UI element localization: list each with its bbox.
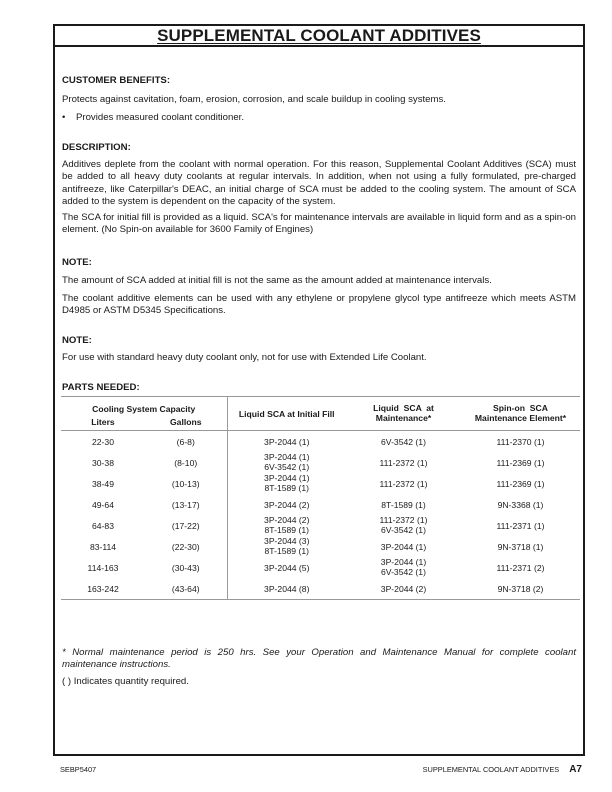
initial-fill-cell bbox=[227, 557, 346, 578]
maintenance-liquid-cell bbox=[346, 494, 461, 515]
maintenance-liquid-cell bbox=[346, 557, 461, 578]
initial-fill-header: Liquid SCA at Initial Fill bbox=[227, 397, 346, 431]
gallons-cell bbox=[145, 473, 227, 494]
maintenance-liquid-cell-value: 111-2372 (1) bbox=[379, 478, 428, 489]
gallons-cell-value: (17-22) bbox=[171, 520, 200, 531]
gallons-cell bbox=[145, 515, 227, 536]
liters-cell-value: 83-114 bbox=[89, 541, 117, 552]
footer-right bbox=[423, 765, 582, 775]
table-row bbox=[61, 515, 580, 536]
liters-cell bbox=[61, 452, 145, 473]
gallons-cell-value: (6-8) bbox=[176, 436, 195, 447]
table-row bbox=[61, 494, 580, 515]
liters-cell bbox=[61, 431, 145, 453]
description-heading: DESCRIPTION: bbox=[62, 142, 131, 153]
note-paragraph-2: The coolant additive elements can be used with any ethylene or propylene glycol type antifreeze which meets ASTM D4985 or ASTM D5345 Specifications. bbox=[62, 293, 576, 317]
description-paragraph-2: The SCA for initial fill is provided as a liquid. SCA's for maintenance intervals are available in liquid form and as a spin-on element. (No Spin-on available for 3600 Family of Engines) bbox=[62, 212, 576, 236]
page-frame bbox=[53, 24, 585, 756]
maintenance-liquid-cell-value: 6V-3542 (1) bbox=[381, 566, 426, 577]
liters-cell-value: 49-64 bbox=[92, 499, 114, 510]
benefit-bullet-item bbox=[62, 112, 244, 124]
initial-fill-cell bbox=[227, 452, 346, 473]
table-row bbox=[61, 536, 580, 557]
spin-on-header-line1: Spin-on SCA bbox=[493, 403, 548, 413]
spin-on-cell bbox=[461, 536, 580, 557]
spin-on-header bbox=[461, 397, 580, 431]
gallons-cell-value: (22-30) bbox=[171, 541, 200, 552]
table-row bbox=[61, 578, 580, 600]
note2-paragraph: For use with standard heavy duty coolant only, not for use with Extended Life Coolant. bbox=[62, 352, 427, 363]
spin-on-cell bbox=[461, 473, 580, 494]
initial-fill-cell bbox=[227, 473, 346, 494]
liters-cell-value: 22-30 bbox=[92, 436, 114, 447]
gallons-cell-value: (43-64) bbox=[171, 583, 200, 594]
gallons-header: Gallons bbox=[169, 417, 202, 427]
quantity-note: ( ) Indicates quantity required. bbox=[62, 676, 189, 687]
spin-on-cell-value: 9N-3368 (1) bbox=[497, 499, 544, 510]
maintenance-liquid-cell-value: 3P-2044 (1) bbox=[380, 541, 427, 552]
liters-cell-value: 64-83 bbox=[92, 520, 114, 531]
maintenance-liquid-cell bbox=[346, 452, 461, 473]
spin-on-cell-value: 111-2371 (1) bbox=[496, 520, 545, 531]
title-bar bbox=[55, 26, 583, 47]
liters-cell bbox=[61, 578, 145, 600]
maintenance-liquid-cell-value: 111-2372 (1) bbox=[379, 457, 428, 468]
initial-fill-cell-value: 8T-1589 (1) bbox=[264, 482, 309, 493]
liters-cell-value: 30-38 bbox=[92, 457, 114, 468]
liters-cell bbox=[61, 473, 145, 494]
maintenance-liquid-header-line2: Maintenance* bbox=[375, 412, 432, 423]
footer-section-title: SUPPLEMENTAL COOLANT ADDITIVES bbox=[422, 765, 560, 774]
liters-header: Liters bbox=[91, 417, 115, 427]
initial-fill-cell-value: 8T-1589 (1) bbox=[264, 545, 309, 556]
maintenance-liquid-header bbox=[346, 397, 461, 431]
initial-fill-cell bbox=[227, 578, 346, 600]
spin-on-cell bbox=[461, 578, 580, 600]
liters-cell bbox=[61, 536, 145, 557]
liters-cell-value: 163-242 bbox=[87, 583, 119, 594]
initial-fill-cell bbox=[227, 431, 346, 453]
table-row bbox=[61, 473, 580, 494]
gallons-cell bbox=[145, 452, 227, 473]
spin-on-cell bbox=[461, 494, 580, 515]
parts-table bbox=[61, 396, 580, 600]
maintenance-liquid-cell bbox=[346, 578, 461, 600]
spin-on-cell bbox=[461, 557, 580, 578]
initial-fill-cell-value: 3P-2044 (2) bbox=[264, 515, 310, 525]
maintenance-liquid-header-line1: Liquid SCA at bbox=[373, 403, 434, 413]
liters-cell-value: 114-163 bbox=[87, 562, 119, 573]
initial-fill-cell-value: 3P-2044 (5) bbox=[264, 562, 310, 573]
liters-cell-value: 38-49 bbox=[92, 478, 114, 489]
customer-benefits-heading: CUSTOMER BENEFITS: bbox=[62, 75, 171, 86]
gallons-cell-value: (8-10) bbox=[174, 457, 198, 468]
spin-on-cell bbox=[461, 515, 580, 536]
liters-cell bbox=[61, 557, 145, 578]
maintenance-liquid-cell bbox=[346, 515, 461, 536]
gallons-cell bbox=[145, 557, 227, 578]
initial-fill-cell-value: 3P-2044 (1) bbox=[264, 452, 310, 462]
spin-on-cell-value: 9N-3718 (2) bbox=[497, 583, 544, 594]
footer-doc-id: SEBP5407 bbox=[60, 765, 97, 774]
description-paragraph-1: Additives deplete from the coolant with normal operation. For this reason, Supplemental Coolant Additives (SCA) must be added to all heavy duty coolants at regular intervals. In addition, when not using a fully formulated, pre-charged antifreeze, like Caterpillar's DEAC, an initial charge of SCA must be added to the cooling system. The amount of SCA added to the system is dependent on the capacity of the system. bbox=[62, 159, 576, 207]
note-heading: NOTE: bbox=[62, 257, 92, 268]
maintenance-liquid-cell-value: 6V-3542 (1) bbox=[381, 436, 426, 447]
initial-fill-cell-value: 3P-2044 (1) bbox=[264, 473, 310, 483]
gallons-cell-value: (13-17) bbox=[171, 499, 200, 510]
maintenance-liquid-cell-value: 3P-2044 (2) bbox=[380, 583, 427, 594]
note-paragraph-1: The amount of SCA added at initial fill is not the same as the amount added at maintenance intervals. bbox=[62, 275, 492, 286]
liters-cell bbox=[61, 515, 145, 536]
liters-cell bbox=[61, 494, 145, 515]
maintenance-liquid-cell bbox=[346, 473, 461, 494]
maintenance-footnote: * Normal maintenance period is 250 hrs. See your Operation and Maintenance Manual for complete coolant maintenance instructions. bbox=[62, 647, 576, 671]
note-heading-2: NOTE: bbox=[62, 335, 92, 346]
customer-benefits-text: Protects against cavitation, foam, erosion, corrosion, and scale buildup in cooling systems. bbox=[62, 94, 446, 105]
maintenance-liquid-cell-value: 8T-1589 (1) bbox=[381, 499, 426, 510]
initial-fill-cell bbox=[227, 515, 346, 536]
initial-fill-cell-value: 8T-1589 (1) bbox=[264, 524, 309, 535]
initial-fill-cell-value: 3P-2044 (1) bbox=[264, 436, 310, 447]
maintenance-liquid-cell bbox=[346, 536, 461, 557]
initial-fill-cell bbox=[227, 494, 346, 515]
maintenance-liquid-cell-value: 3P-2044 (1) bbox=[380, 557, 427, 567]
gallons-cell bbox=[145, 578, 227, 600]
page-title: SUPPLEMENTAL COOLANT ADDITIVES bbox=[157, 26, 481, 45]
bullet-text: Provides measured coolant conditioner. bbox=[76, 112, 244, 123]
spin-on-cell bbox=[461, 452, 580, 473]
cooling-capacity-header: Cooling System Capacity bbox=[92, 404, 196, 414]
initial-fill-cell-value: 6V-3542 (1) bbox=[264, 461, 310, 472]
gallons-cell-value: (30-43) bbox=[171, 562, 200, 573]
table-row bbox=[61, 431, 580, 453]
table-row bbox=[61, 452, 580, 473]
gallons-cell bbox=[145, 431, 227, 453]
table-row bbox=[61, 557, 580, 578]
gallons-cell bbox=[145, 494, 227, 515]
spin-on-cell-value: 111-2369 (1) bbox=[496, 478, 545, 489]
gallons-cell-value: (10-13) bbox=[171, 478, 200, 489]
gallons-cell bbox=[145, 536, 227, 557]
initial-fill-cell-value: 3P-2044 (3) bbox=[264, 536, 310, 546]
initial-fill-cell bbox=[227, 536, 346, 557]
spin-on-cell-value: 111-2371 (2) bbox=[496, 562, 545, 573]
parts-needed-heading: PARTS NEEDED: bbox=[62, 382, 140, 393]
parts-table-body bbox=[61, 431, 580, 600]
maintenance-liquid-cell bbox=[346, 431, 461, 453]
spin-on-header-line2: Maintenance Element* bbox=[474, 412, 567, 423]
maintenance-liquid-cell-value: 6V-3542 (1) bbox=[381, 524, 426, 535]
page-number: A7 bbox=[569, 764, 582, 775]
spin-on-cell-value: 9N-3718 (1) bbox=[497, 541, 544, 552]
initial-fill-cell-value: 3P-2044 (2) bbox=[264, 499, 310, 510]
maintenance-liquid-cell-value: 111-2372 (1) bbox=[379, 515, 428, 525]
spin-on-cell-value: 111-2369 (1) bbox=[496, 457, 545, 468]
bullet-icon: • bbox=[62, 112, 66, 123]
initial-fill-cell-value: 3P-2044 (8) bbox=[264, 583, 310, 594]
spin-on-cell-value: 111-2370 (1) bbox=[496, 436, 545, 447]
spin-on-cell bbox=[461, 431, 580, 453]
